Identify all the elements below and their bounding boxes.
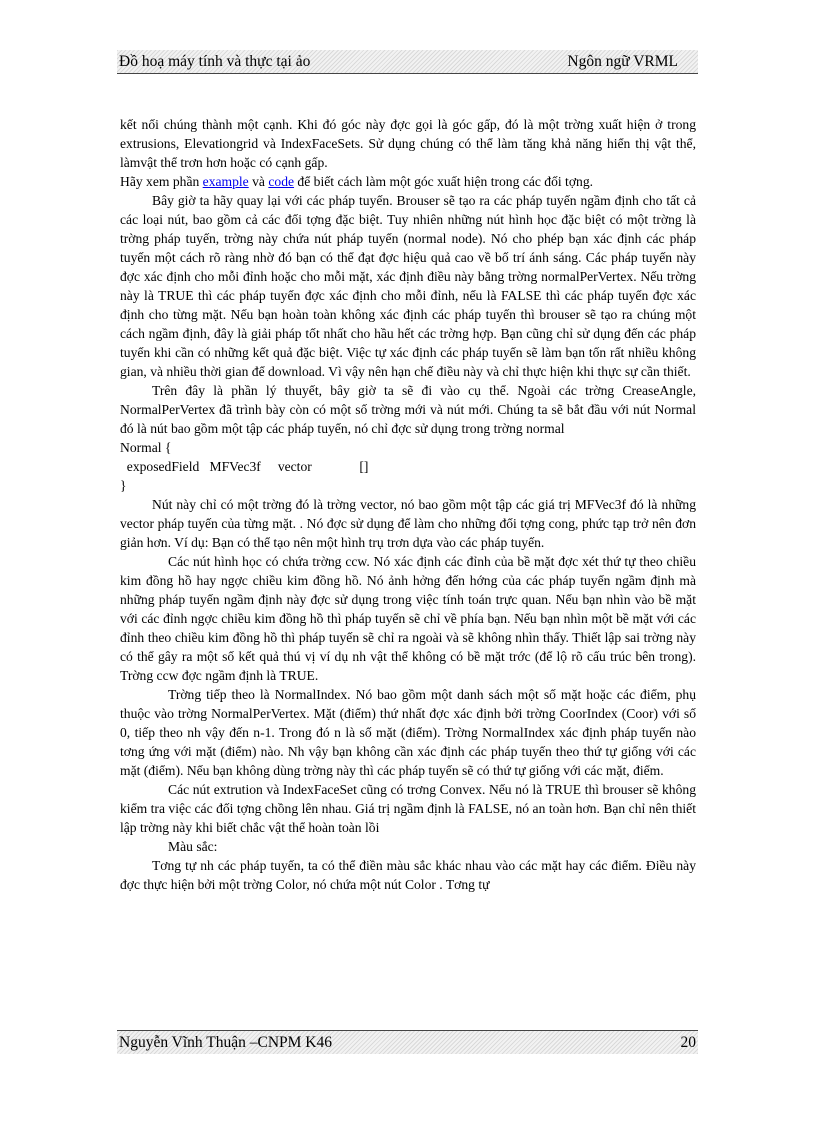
paragraph-color: Tơng tự nh các pháp tuyến, ta có thể điền màu sắc khác nhau vào các mặt hay các điểm. Điều này đợc thực hiện bởi một trờng Color, nó chứa một nút Color . Tơng tự [120, 858, 696, 892]
paragraph-normals: Bây giờ ta hãy quay lại với các pháp tuyến. Brouser sẽ tạo ra các pháp tuyến ngầm định cho tất cả các loại nút, bao gồm cả các đối tợng đặc biệt. Tuy nhiên những nút hình học đặc biệt có một trờng là trờng pháp tuyến, trờng này chứa nút pháp tuyến (normal node). Nó cho phép bạn xác định các pháp tuyến một cách rõ ràng nhờ đó bạn có thể đạt đợc hiệu quả cao về bố trí ánh sáng. Các pháp tuyến này đợc xác định cho mỗi đỉnh hoặc cho mỗi mặt, xác định điều này bằng trờng normalPerVertex. Nếu trờng này là TRUE thì các pháp tuyến đợc xác định cho mỗi đỉnh, nếu là FALSE thì các pháp tuyến đợc xác định cho từng mặt. Nếu bạn hoàn toàn không xác định các pháp tuyến thì brouser sẽ tạo ra chúng một cách ngầm định, đây là giải pháp tốt nhất cho hầu hết các trờng hợp. Bạn cũng chỉ sử dụng đến các pháp tuyến khi cần có những kết quả đặc biệt. Việc tự xác định các pháp tuyến sẽ làm bạn tốn rất nhiều không gian, và nhiều thời gian để download. Vì vậy nên hạn chế điều này và chỉ thực hiện khi thực sự cần thiết. [120, 193, 696, 379]
paragraph-normal-index: Trờng tiếp theo là NormalIndex. Nó bao gồm một danh sách một số mặt hoặc các điểm, phụ thuộc vào trờng NormalPerVertex. Mặt (điểm) thứ nhất đợc xác định bởi trờng CoorIndex (Coor) với số 0, tiếp theo nh vậy đến n-1. Trong đó n là số mặt (điểm). Trờng NormalIndex xác định pháp tuyến nào tơng ứng với mặt (điểm) nào. Nh vậy bạn không cần xác định các pháp tuyến theo thứ tự giống với các mặt (điểm). Nếu bạn không dùng trờng này thì các pháp tuyến sẽ có thứ tự giống với các mặt, điểm. [120, 687, 696, 778]
code-line-2: exposedField MFVec3f vector [] [120, 459, 369, 474]
page-header [117, 50, 698, 74]
code-link[interactable]: code [268, 174, 295, 189]
document-body [120, 115, 696, 894]
footer-page-number: 20 [680, 1033, 696, 1051]
code-line-1: Normal { [120, 440, 172, 455]
paragraph-see-example [120, 172, 696, 191]
paragraph-theory: Trên đây là phần lý thuyết, bây giờ ta sẽ đi vào cụ thể. Ngoài các trờng CreaseAngle, NormalPerVertex đã trình bày còn có một số trờng mới và nút mới. Chúng ta sẽ bắt đầu với nút Normal đó là nút bao gồm một tập các pháp tuyến, nó chỉ đợc sử dụng trong trờng normal [120, 383, 696, 436]
header-subject: Ngôn ngữ VRML [567, 52, 678, 70]
example-link[interactable]: example [202, 174, 249, 189]
paragraph-vector: Nút này chỉ có một trờng đó là trờng vector, nó bao gồm một tập các giá trị MFVec3f đó là những vector pháp tuyến của từng mặt. . Nó đợc sử dụng để làm cho những đối tợng cong, phức tạp trở nên đơn giản hơn. Ví dụ: Bạn có thể tạo nên một hình trụ trơn dựa vào các pháp tuyến. [120, 497, 696, 550]
paragraph-convex: Các nút extrution và IndexFaceSet cũng có trơng Convex. Nếu nó là TRUE thì brouser sẽ không kiểm tra việc các đối tợng chồng lên nhau. Giá trị ngầm định là FALSE, nó an toàn hơn. Bạn chỉ nên thiết lập trờng này khi biết chắc vật thể hoàn toàn lồi [120, 782, 696, 835]
code-line-3: } [120, 478, 127, 493]
subheading-color: Màu sắc: [168, 839, 218, 854]
text-see: Hãy xem phần [120, 174, 203, 189]
header-title: Đồ hoạ máy tính và thực tại ảo [119, 52, 311, 70]
footer-author: Nguyễn Vĩnh Thuận –CNPM K46 [119, 1033, 332, 1051]
paragraph-crease: kết nối chúng thành một cạnh. Khi đó góc này đợc gọi là góc gấp, đó là một trờng xuất hiện ở trong extrusions, Elevationgrid và IndexFaceSets. Sử dụng chúng có thể làm tăng khả năng hiển thị vật thể, làmvật thể trơn hơn hoặc có cạnh gấp. [120, 117, 696, 170]
page-footer [117, 1030, 698, 1054]
paragraph-ccw: Các nút hình học có chứa trờng ccw. Nó xác định các đỉnh của bề mặt đợc xét thứ tự theo chiều kim đồng hồ hay ngợc chiều kim đồng hồ. Nó ảnh hởng đến hớng của các pháp tuyến ngầm định mà những pháp tuyến ngầm định này đợc sử dụng trong việc tính toán trực quan. Nếu bạn nhìn vào bề mặt với các đỉnh ngợc chiều kim đồng hồ thì pháp tuyến sẽ chỉ về phía bạn. Nếu bạn nhìn một bề mặt với các đỉnh theo chiều kim đồng hồ thì pháp tuyến sẽ chỉ ra ngoài và sẽ không nhìn thấy. Thiết lập sai trờng này có thể gây ra một số kết quả thú vị ví dụ nh vật thể không có bề mặt trớc (để lộ rõ cấu trúc bên trong). Trờng ccw đợc ngầm định là TRUE. [120, 554, 696, 683]
text-rest: để biết cách làm một góc xuất hiện trong các đối tợng. [294, 174, 594, 189]
text-and: và [248, 174, 269, 189]
